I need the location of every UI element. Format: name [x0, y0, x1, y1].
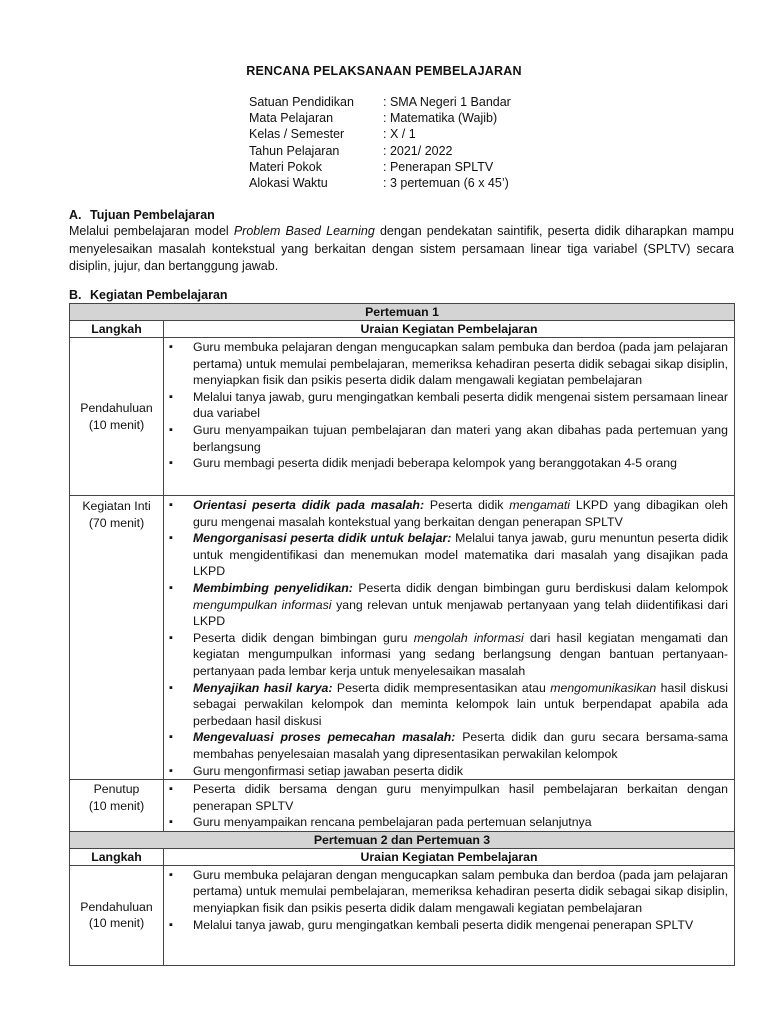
step-cell — [70, 496, 164, 780]
desc-cell — [164, 780, 735, 832]
item-italic: mengolah informasi — [413, 630, 524, 645]
list-item: ▪ Guru membuka pelajaran dengan mengucapkan salam pembuka dan berdoa (pada jam pelajaran pertama) untuk memulai pembelajaran, memeriksa kehadiran peserta didik sebagai sikap disiplin, menyiapkan fisik dan psikis peserta didik dalam mengawali kegiatan pembelajaran — [169, 867, 728, 917]
list-item: ▪ Guru membagi peserta didik menjadi beberapa kelompok yang beranggotakan 4-5 orang — [169, 455, 728, 472]
desc-cell — [164, 865, 735, 965]
identity-row — [249, 159, 511, 175]
section-b-letter: B. — [69, 288, 82, 302]
item-italic: mengumpulkan informasi — [193, 597, 332, 612]
item-text: Peserta didik mempresentasikan atau — [332, 680, 551, 695]
section-b-heading — [69, 287, 228, 303]
identity-row — [249, 94, 511, 110]
item-text: dari hasil kegiatan mengamati dan kegiatan mengumpulkan informasi yang sedang berlangsung dengan bantuan pertanyaan-pertanyaan pada lembar kerja untuk menyelesaikan masalah — [193, 630, 729, 678]
table-row — [70, 865, 735, 965]
step-label: Penutup — [93, 782, 140, 797]
column-header-row — [70, 321, 735, 338]
identity-row — [249, 126, 511, 142]
identity-key: Tahun Pelajaran — [249, 143, 340, 158]
identity-block — [249, 94, 511, 191]
para-italic: Problem Based Learning — [233, 224, 375, 238]
table-row — [70, 780, 735, 832]
item-text: Peserta didik — [424, 498, 510, 512]
col-desc-header: Uraian Kegiatan Pembelajaran — [164, 321, 735, 338]
item-bold: Mengevaluasi proses pemecahan masalah: — [193, 730, 456, 745]
step-cell — [70, 780, 164, 832]
identity-value: : X / 1 — [383, 127, 416, 142]
desc-cell — [164, 338, 735, 496]
identity-value: : SMA Negeri 1 Bandar — [383, 95, 511, 109]
list-item — [169, 729, 728, 762]
column-header-row — [70, 848, 735, 865]
list-item — [169, 580, 728, 630]
step-label: Pendahuluan — [80, 401, 153, 415]
identity-key: Satuan Pendidikan — [249, 95, 354, 109]
meeting-1-title: Pertemuan 1 — [70, 304, 735, 321]
item-italic: mengomunikasikan — [550, 680, 657, 695]
identity-key: Mata Pelajaran — [249, 111, 334, 126]
step-time: (10 menit) — [88, 417, 145, 432]
col-desc-header: Uraian Kegiatan Pembelajaran — [164, 848, 735, 865]
identity-key: Alokasi Waktu — [249, 176, 328, 191]
desc-cell — [164, 496, 735, 780]
table-row — [70, 338, 735, 496]
list-item: ▪ Guru membuka pelajaran dengan mengucapkan salam pembuka dan berdoa (pada jam pelajaran pertama) untuk memulai pembelajaran, memeriksa kehadiran peserta didik sebagai sikap disiplin, menyiapkan fisik dan psikis peserta didik dalam mengawali kegiatan pembelajaran — [169, 339, 728, 389]
item-bold: Membimbing penyelidikan: — [193, 580, 353, 595]
step-cell — [70, 338, 164, 496]
identity-key: Materi Pokok — [249, 159, 322, 174]
step-cell — [70, 865, 164, 965]
list-item — [169, 530, 728, 580]
identity-row — [249, 175, 511, 191]
step-time: (70 menit) — [88, 515, 145, 530]
identity-value: : 2021/ 2022 — [383, 143, 453, 158]
col-step-header: Langkah — [70, 321, 164, 338]
table-row — [70, 496, 735, 780]
list-item — [169, 497, 728, 530]
section-b-title: Kegiatan Pembelajaran — [90, 288, 228, 302]
item-italic: mengamati — [509, 498, 571, 512]
identity-value: : 3 pertemuan (6 x 45’) — [383, 176, 509, 191]
item-text: Peserta didik dan guru secara bersama-sama membahas penyelesaian masalah yang dipresentasikan perwakilan kelompok — [193, 730, 728, 761]
para-text: dengan pendekatan saintifik, peserta didik diharapkan mampu menyelesaikan masalah kontekstual yang berkaitan dengan sistem persamaan linear tiga variabel (SPLTV) secara disiplin, jujur, dan bertanggung jawab. — [69, 224, 734, 273]
section-a-paragraph — [69, 223, 734, 276]
list-item: ▪ Guru menyampaikan rencana pembelajaran pada pertemuan selanjutnya — [169, 814, 728, 831]
activities-table — [69, 303, 735, 966]
item-text: Peserta didik dengan bimbingan guru berdiskusi dalam kelompok — [352, 580, 728, 595]
list-item — [169, 630, 728, 680]
document-title: RENCANA PELAKSANAAN PEMBELAJARAN — [246, 64, 522, 78]
identity-key: Kelas / Semester — [249, 127, 345, 142]
identity-value: : Penerapan SPLTV — [383, 159, 494, 174]
identity-row — [249, 110, 511, 126]
item-bold: Orientasi peserta didik pada masalah: — [193, 498, 425, 512]
meeting-header-row — [70, 831, 735, 848]
step-time: (10 menit) — [88, 798, 145, 813]
item-text: yang relevan untuk menjawab pertanyaan yang telah diidentifikasi dari LKPD — [193, 597, 728, 629]
section-a-title: Tujuan Pembelajaran — [90, 208, 215, 222]
item-bold: Mengorganisasi peserta didik untuk belajar: — [193, 531, 452, 546]
list-item: ▪ Melalui tanya jawab, guru mengingatkan kembali peserta didik mengenai sistem persamaan linear dua variabel — [169, 389, 728, 422]
list-item: ▪ Peserta didik bersama dengan guru menyimpulkan hasil pembelajaran berkaitan dengan penerapan SPLTV — [169, 781, 728, 814]
meeting-23-title: Pertemuan 2 dan Pertemuan 3 — [70, 831, 735, 848]
item-text: Melalui tanya jawab, guru menuntun peserta didik untuk mengidentifikasi dan menemukan model matematika dari masalah yang disajikan pada LKPD — [193, 531, 728, 579]
item-text: LKPD yang dibagikan oleh guru mengenai masalah kontekstual yang berkaitan dengan penerapan SPLTV — [193, 498, 728, 529]
identity-value: : Matematika (Wajib) — [383, 111, 498, 126]
item-text: hasil diskusi sebagai perwakilan kelompok dan meminta kelompok lain untuk berpendapat apabila ada perbedaan hasil diskusi — [193, 680, 728, 728]
identity-row — [249, 143, 511, 159]
meeting-header-row — [70, 304, 735, 321]
section-tujuan — [69, 207, 734, 276]
col-step-header: Langkah — [70, 848, 164, 865]
list-item: ▪ Guru mengonfirmasi setiap jawaban peserta didik — [169, 763, 728, 780]
list-item: ▪ Guru menyampaikan tujuan pembelajaran dan materi yang akan dibahas pada pertemuan yang berlangsung — [169, 422, 728, 455]
list-item — [169, 680, 728, 730]
step-label: Kegiatan Inti — [82, 499, 151, 513]
step-label: Pendahuluan — [80, 899, 153, 914]
section-a-heading — [69, 207, 734, 223]
para-text: Melalui pembelajaran model — [69, 224, 234, 238]
step-time: (10 menit) — [88, 916, 145, 931]
section-a-letter: A. — [69, 208, 82, 222]
item-text: Peserta didik dengan bimbingan guru — [193, 630, 414, 645]
list-item: ▪ Melalui tanya jawab, guru mengingatkan kembali peserta didik mengenai penerapan SPLTV — [169, 917, 728, 934]
item-bold: Menyajikan hasil karya: — [193, 680, 333, 695]
